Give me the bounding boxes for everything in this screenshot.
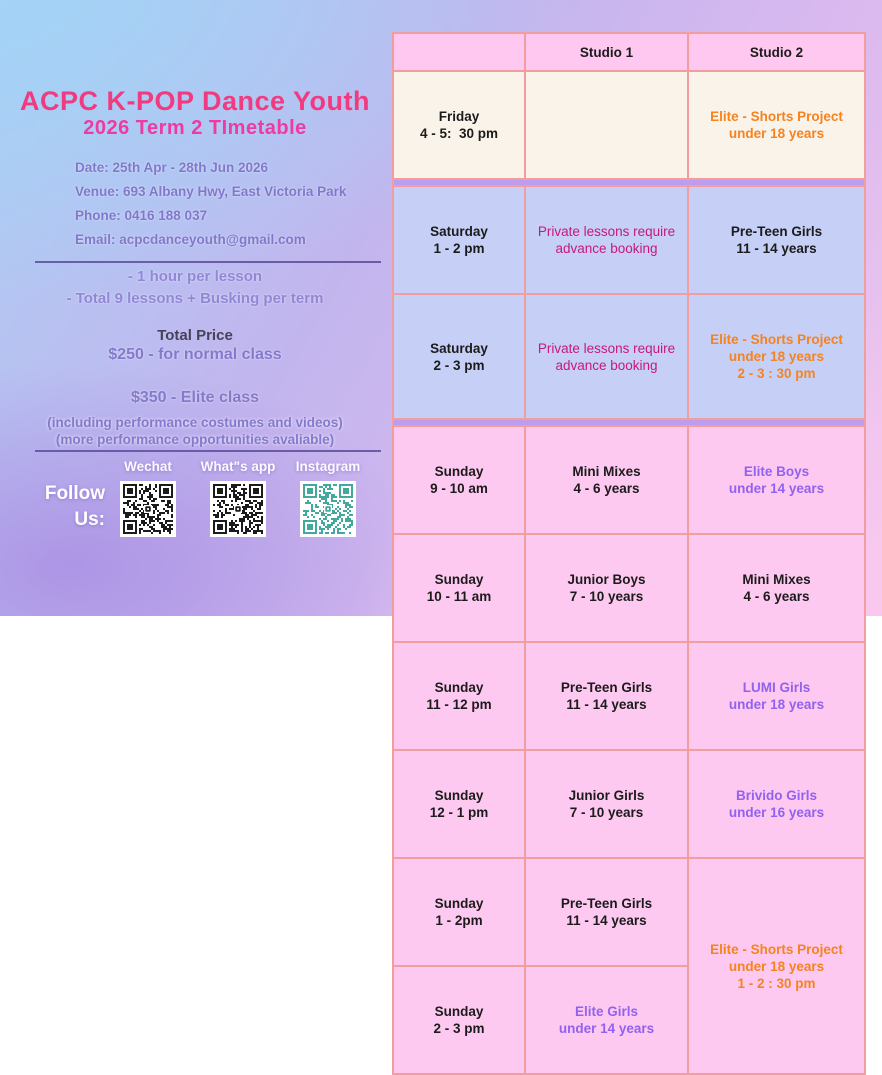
- studio2-cell: Elite - Shorts Project under 18 years 2 - 3 : 30 pm: [688, 294, 865, 419]
- studio1-cell: Private lessons require advance booking: [525, 186, 688, 294]
- lesson-note-2: - Total 9 lessons + Busking per term: [66, 290, 324, 307]
- timetable-header-row: [393, 33, 865, 71]
- time-column-header: [393, 33, 525, 71]
- time-cell: Sunday 11 - 12 pm: [393, 642, 525, 750]
- time-cell: Sunday 2 - 3 pm: [393, 966, 525, 1074]
- follow-us-label: Follow Us:: [44, 483, 105, 530]
- timetable-table: [392, 32, 866, 1075]
- studio1-cell: Junior Boys 7 - 10 years: [525, 534, 688, 642]
- phone-line: Phone: 0416 188 037: [75, 208, 208, 223]
- social-qr-row: [116, 459, 360, 537]
- date-line: Date: 25th Apr - 28th Jun 2026: [75, 160, 269, 175]
- elite-class-price: $350 - Elite class: [130, 389, 260, 406]
- time-cell: Friday 4 - 5: 30 pm: [393, 71, 525, 179]
- studio1-header: Studio 1: [525, 33, 688, 71]
- time-cell: Sunday 10 - 11 am: [393, 534, 525, 642]
- instagram-label: Instagram: [295, 459, 361, 474]
- wechat-label: Wechat: [124, 459, 172, 474]
- time-cell: Sunday 12 - 1 pm: [393, 750, 525, 858]
- elite-class-notes: [0, 414, 390, 448]
- time-cell: Saturday 1 - 2 pm: [393, 186, 525, 294]
- divider-bottom: [35, 450, 381, 452]
- time-cell: Sunday 1 - 2pm: [393, 858, 525, 966]
- normal-class-price: $250 - for normal class: [108, 346, 282, 363]
- timetable-row-sunday-11: [393, 642, 865, 750]
- studio1-cell: Mini Mixes 4 - 6 years: [525, 426, 688, 534]
- page-subtitle: 2026 Term 2 TImetable: [83, 117, 307, 139]
- time-cell: Sunday 9 - 10 am: [393, 426, 525, 534]
- elite-note-1: (including performance costumes and videos): [47, 415, 343, 430]
- timetable-row-sunday-9: [393, 426, 865, 534]
- studio2-cell: LUMI Girls under 18 years: [688, 642, 865, 750]
- studio1-cell: Junior Girls 7 - 10 years: [525, 750, 688, 858]
- studio2-merged-cell: Elite - Shorts Project under 18 years 1 - 2 : 30 pm: [688, 858, 865, 1074]
- time-cell: Saturday 2 - 3 pm: [393, 294, 525, 419]
- page-title: ACPC K-POP Dance Youth: [19, 86, 371, 116]
- studio2-cell: Elite - Shorts Project under 18 years: [688, 71, 865, 179]
- studio2-header: Studio 2: [688, 33, 865, 71]
- timetable-row-friday: [393, 71, 865, 179]
- divider-top: [35, 261, 381, 263]
- studio1-cell: [525, 71, 688, 179]
- timetable-row-sunday-10: [393, 534, 865, 642]
- left-panel: [0, 0, 390, 616]
- studio2-cell: Brivido Girls under 16 years: [688, 750, 865, 858]
- studio1-cell: Pre-Teen Girls 11 - 14 years: [525, 858, 688, 966]
- studio2-cell: Mini Mixes 4 - 6 years: [688, 534, 865, 642]
- elite-note-2: (more performance opportunities avaliable): [55, 432, 335, 447]
- social-instagram: [296, 459, 360, 537]
- lesson-notes: [0, 266, 390, 310]
- timetable-row-sunday-1: [393, 858, 865, 966]
- whatsapp-qr-code: [210, 481, 266, 537]
- whatsapp-label: What"s app: [200, 459, 276, 474]
- studio1-cell: Elite Girls under 14 years: [525, 966, 688, 1074]
- timetable-row-sunday-12: [393, 750, 865, 858]
- venue-line: Venue: 693 Albany Hwy, East Victoria Park: [75, 184, 347, 199]
- contact-details: [75, 156, 385, 252]
- studio1-cell: Pre-Teen Girls 11 - 14 years: [525, 642, 688, 750]
- email-line: Email: acpcdanceyouth@gmail.com: [75, 232, 306, 247]
- timetable-row-saturday-2: [393, 294, 865, 419]
- wechat-qr-code: [120, 481, 176, 537]
- studio2-cell: Pre-Teen Girls 11 - 14 years: [688, 186, 865, 294]
- studio1-cell: Private lessons require advance booking: [525, 294, 688, 419]
- total-price-heading: Total Price: [157, 327, 233, 344]
- timetable-row-saturday-1: [393, 186, 865, 294]
- lesson-note-1: - 1 hour per lesson: [127, 268, 263, 285]
- section-divider: [393, 419, 865, 426]
- section-divider: [393, 179, 865, 186]
- social-wechat: [116, 459, 180, 537]
- social-whatsapp: [200, 459, 276, 537]
- studio2-cell: Elite Boys under 14 years: [688, 426, 865, 534]
- instagram-qr-code: [300, 481, 356, 537]
